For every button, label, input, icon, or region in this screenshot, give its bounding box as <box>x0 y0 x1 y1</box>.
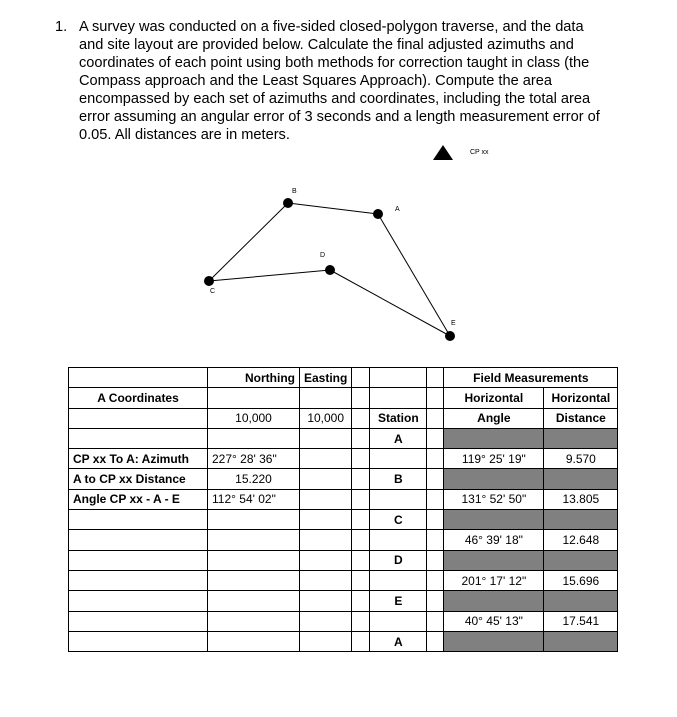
table-cell <box>69 570 208 590</box>
table-cell <box>352 631 370 651</box>
table-cell <box>427 570 444 590</box>
easting-header: Easting <box>300 368 352 388</box>
table-cell <box>208 550 300 570</box>
distance-header-line1: Horizontal <box>544 388 618 408</box>
table-cell <box>427 469 444 489</box>
table-cell <box>352 469 370 489</box>
control-point-triangle-icon <box>433 145 453 160</box>
angle-value: 201° 17' 12" <box>444 570 544 590</box>
table-cell <box>69 428 208 448</box>
shaded-cell <box>444 631 544 651</box>
point-e-marker <box>445 331 455 341</box>
point-d-label: D <box>320 252 326 259</box>
shaded-cell <box>544 428 618 448</box>
table-cell <box>370 388 427 408</box>
control-point-label: CP xx <box>470 149 489 156</box>
table-cell <box>370 489 427 509</box>
table-cell <box>300 489 352 509</box>
shaded-cell <box>444 428 544 448</box>
table-cell <box>300 469 352 489</box>
station-cell: C <box>370 510 427 530</box>
table-cell <box>208 591 300 611</box>
problem-line: Compass approach and the Least Squares Approach). Compute the area <box>79 73 552 89</box>
table-cell <box>69 408 208 428</box>
traverse-line-b-c <box>209 203 288 281</box>
table-cell <box>300 510 352 530</box>
field-measurements-header: Field Measurements <box>444 368 618 388</box>
table-cell <box>208 530 300 550</box>
table-cell <box>352 510 370 530</box>
shaded-cell <box>544 550 618 570</box>
table-cell <box>352 368 370 388</box>
table-cell <box>370 611 427 631</box>
problem-line: coordinates of each point using both methods for correction taught in class (the <box>79 55 590 71</box>
traverse-line-d-e <box>330 270 450 336</box>
point-c-label: C <box>210 288 216 295</box>
distance-value: 13.805 <box>544 489 618 509</box>
table-cell <box>352 530 370 550</box>
station-cell: A <box>370 428 427 448</box>
table-row <box>69 368 618 388</box>
table-cell <box>427 530 444 550</box>
table-cell <box>300 388 352 408</box>
shaded-cell <box>444 510 544 530</box>
table-row <box>69 591 618 611</box>
table-cell <box>427 550 444 570</box>
table-cell <box>427 489 444 509</box>
distance-value: 9.570 <box>544 449 618 469</box>
traverse-line-e-a <box>378 214 450 336</box>
table-cell <box>352 611 370 631</box>
table-row <box>69 489 618 509</box>
point-d-marker <box>325 265 335 275</box>
table-row <box>69 550 618 570</box>
table-cell <box>208 388 300 408</box>
table-cell <box>352 388 370 408</box>
table-cell <box>427 408 444 428</box>
shaded-cell <box>544 631 618 651</box>
table-cell <box>352 428 370 448</box>
table-cell <box>300 428 352 448</box>
table-cell <box>208 428 300 448</box>
table-cell <box>300 570 352 590</box>
table-cell <box>370 449 427 469</box>
station-cell: A <box>370 631 427 651</box>
problem-line: and site layout are provided below. Calculate the final adjusted azimuths and <box>79 37 574 53</box>
distance-value: 17.541 <box>544 611 618 631</box>
problem-line: A survey was conducted on a five-sided closed-polygon traverse, and the data <box>79 19 584 35</box>
problem-number: 1. <box>55 19 68 35</box>
table-cell <box>69 550 208 570</box>
distance-header-line2: Distance <box>544 408 618 428</box>
table-cell <box>208 510 300 530</box>
distance-value: 15.696 <box>544 570 618 590</box>
table-cell <box>69 368 208 388</box>
angle-cp-value: 112° 54' 02" <box>208 489 300 509</box>
table-cell <box>208 611 300 631</box>
table-cell <box>300 631 352 651</box>
table-row <box>69 631 618 651</box>
table-cell <box>69 611 208 631</box>
angle-header-line2: Angle <box>444 408 544 428</box>
table-cell <box>208 631 300 651</box>
problem-line: error assuming an angular error of 3 seconds and a length measurement error of <box>79 109 600 125</box>
a-coordinates-label: A Coordinates <box>69 388 208 408</box>
shaded-cell <box>444 550 544 570</box>
angle-cp-label: Angle CP xx - A - E <box>69 489 208 509</box>
table-row <box>69 611 618 631</box>
cp-distance-label: A to CP xx Distance <box>69 469 208 489</box>
table-cell <box>370 368 427 388</box>
point-b-label: B <box>292 188 297 195</box>
table-cell <box>352 550 370 570</box>
point-a-label: A <box>395 206 400 213</box>
shaded-cell <box>544 591 618 611</box>
angle-header-line1: Horizontal <box>444 388 544 408</box>
angle-value: 119° 25' 19" <box>444 449 544 469</box>
table-cell <box>370 570 427 590</box>
table-row <box>69 510 618 530</box>
cp-distance-value: 15.220 <box>208 469 300 489</box>
table-cell <box>300 611 352 631</box>
angle-value: 46° 39' 18" <box>444 530 544 550</box>
point-a-marker <box>373 209 383 219</box>
easting-value: 10,000 <box>300 408 352 428</box>
table-cell <box>69 631 208 651</box>
table-row <box>69 570 618 590</box>
shaded-cell <box>444 591 544 611</box>
table-cell <box>370 530 427 550</box>
table-row <box>69 408 618 428</box>
shaded-cell <box>544 510 618 530</box>
table-cell <box>300 550 352 570</box>
table-cell <box>69 530 208 550</box>
northing-value: 10,000 <box>208 408 300 428</box>
angle-value: 131° 52' 50" <box>444 489 544 509</box>
traverse-line-a-b <box>288 203 378 214</box>
table-cell <box>427 368 444 388</box>
cp-azimuth-label: CP xx To A: Azimuth <box>69 449 208 469</box>
station-header: Station <box>370 408 427 428</box>
table-cell <box>352 591 370 611</box>
problem-line: encompassed by each set of azimuths and coordinates, including the total area <box>79 91 591 107</box>
station-cell: B <box>370 469 427 489</box>
shaded-cell <box>544 469 618 489</box>
table-cell <box>300 591 352 611</box>
point-b-marker <box>283 198 293 208</box>
problem-line: 0.05. All distances are in meters. <box>79 127 290 143</box>
table-row <box>69 428 618 448</box>
table-cell <box>352 408 370 428</box>
traverse-line-c-d <box>209 270 330 281</box>
table-cell <box>427 631 444 651</box>
table-cell <box>352 489 370 509</box>
station-cell: D <box>370 550 427 570</box>
table-cell <box>300 449 352 469</box>
table-cell <box>69 591 208 611</box>
table-cell <box>427 611 444 631</box>
table-cell <box>427 510 444 530</box>
station-cell: E <box>370 591 427 611</box>
table-cell <box>352 449 370 469</box>
table-cell <box>427 591 444 611</box>
shaded-cell <box>444 469 544 489</box>
table-cell <box>427 449 444 469</box>
table-cell <box>352 570 370 590</box>
table-row <box>69 530 618 550</box>
table-cell <box>427 388 444 408</box>
point-e-label: E <box>451 320 456 327</box>
table-row <box>69 388 618 408</box>
table-cell <box>427 428 444 448</box>
table-cell <box>300 530 352 550</box>
table-row <box>69 449 618 469</box>
angle-value: 40° 45' 13" <box>444 611 544 631</box>
cp-azimuth-value: 227° 28' 36" <box>208 449 300 469</box>
table-row <box>69 469 618 489</box>
table-cell <box>208 570 300 590</box>
distance-value: 12.648 <box>544 530 618 550</box>
survey-data-table <box>68 367 618 652</box>
point-c-marker <box>204 276 214 286</box>
northing-header: Northing <box>208 368 300 388</box>
table-cell <box>69 510 208 530</box>
